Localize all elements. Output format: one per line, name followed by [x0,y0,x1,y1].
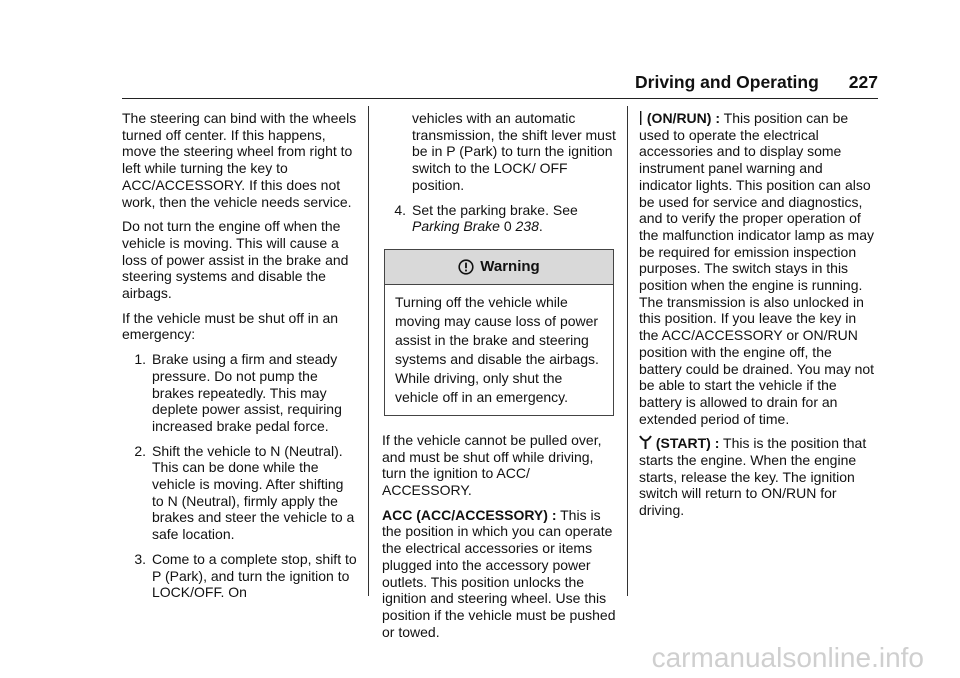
paragraph [639,435,877,519]
list-item [122,351,358,435]
warning-body: Turning off the vehicle while moving may cause loss of power assist in the brake and steering systems and disable the airbags. While driving, only shut the vehicle off in an emergency. [395,293,599,405]
period: . [538,218,543,235]
list-number: 3. [134,550,146,567]
paragraph [639,110,877,427]
page-number: 227 [848,72,878,92]
step-text: Set the parking brake. See [412,201,578,218]
column-3 [639,110,877,527]
warning-header [385,250,613,285]
list-text: Come to a complete stop, shift to P (Park), and turn the ignition to LOCK/OFF. On [152,550,357,601]
page-header [635,72,878,93]
list-number: 2. [134,442,146,459]
section-title: Driving and Operating [635,72,819,92]
warning-icon [458,259,474,275]
paragraph: If the vehicle must be shut off in an emergency: [122,309,339,343]
term-start: (START) : [655,435,720,452]
column-2 [382,110,616,648]
start-symbol-icon [639,435,652,450]
cross-reference-link[interactable]: Parking Brake [412,218,500,235]
term-on-run: (ON/RUN) : [646,110,720,126]
list-number: 4. [394,201,406,218]
column-divider [368,106,369,596]
list-text: Shift the vehicle to N (Neutral). This can be done while the vehicle is moving. After shifting to N (Neutral), firmly apply the brakes and steer the vehicle to a safe location. [152,442,355,543]
list-item [382,202,616,235]
paragraph: The steering can bind with the wheels turned off center. If this happens, move the steering wheel from right to left while turning the key to ACC/ACCESSORY. If this does not work, then the vehicle needs service. [122,110,357,210]
list-item [122,443,358,543]
watermark: carmanualsonline.info [651,642,924,673]
term-description: This is the position that starts the engine. When the engine starts, release the key. The ignition switch will return to ON/RUN for driving. [639,435,867,519]
column-1 [122,110,358,609]
term-description: This is the position in which you can operate the electrical accessories or items plugged into the accessory power outlets. This position unlocks the ignition and steering wheel. Use this position if the vehicle must be pushed or towed. [382,506,616,640]
list-text: Brake using a firm and steady pressure. Do not pump the brakes repeatedly. This may deplete power assist, requiring increased brake pedal force. [152,351,342,434]
list-number: 1. [134,351,146,368]
paragraph: If the vehicle cannot be pulled over, and must be shut off while driving, turn the ignition to ACC/ ACCESSORY. [382,431,602,499]
paragraph: Do not turn the engine off when the vehicle is moving. This will cause a loss of power assist in the brake and steering systems and disable the airbags. [122,218,349,302]
warning-title: Warning [480,257,540,275]
list-item [122,551,358,601]
term-acc: ACC (ACC/ACCESSORY) : [382,506,557,523]
paragraph [382,507,616,641]
term-description: This position can be used to operate the electrical accessories and to display some instrument panel warning and indicator lights. This position can also be used for service and diagnostics, and to verify the proper operation of the malfunction indicator lamp as may be required for emission inspection purposes. The switch stays in this position when the engine is running. The transmission is also unlocked in this position. If you leave the key in the ACC/ACCESSORY or ON/RUN position with the engine off, the battery could be drained. You may not be able to start the vehicle if the battery is allowed to drain for an extended period of time. [639,110,875,427]
warning-box [384,249,614,416]
header-rule [122,98,878,99]
list-text-continued: vehicles with an automatic transmission, the shift lever must be in P (Park) to turn the ignition switch to the LOCK/ OFF position. [412,110,616,193]
arrow-icon: 0 [503,218,512,235]
reference-page[interactable]: 238 [515,218,539,235]
column-divider [627,106,628,596]
on-run-symbol-icon [639,111,643,125]
list-text [412,202,616,235]
